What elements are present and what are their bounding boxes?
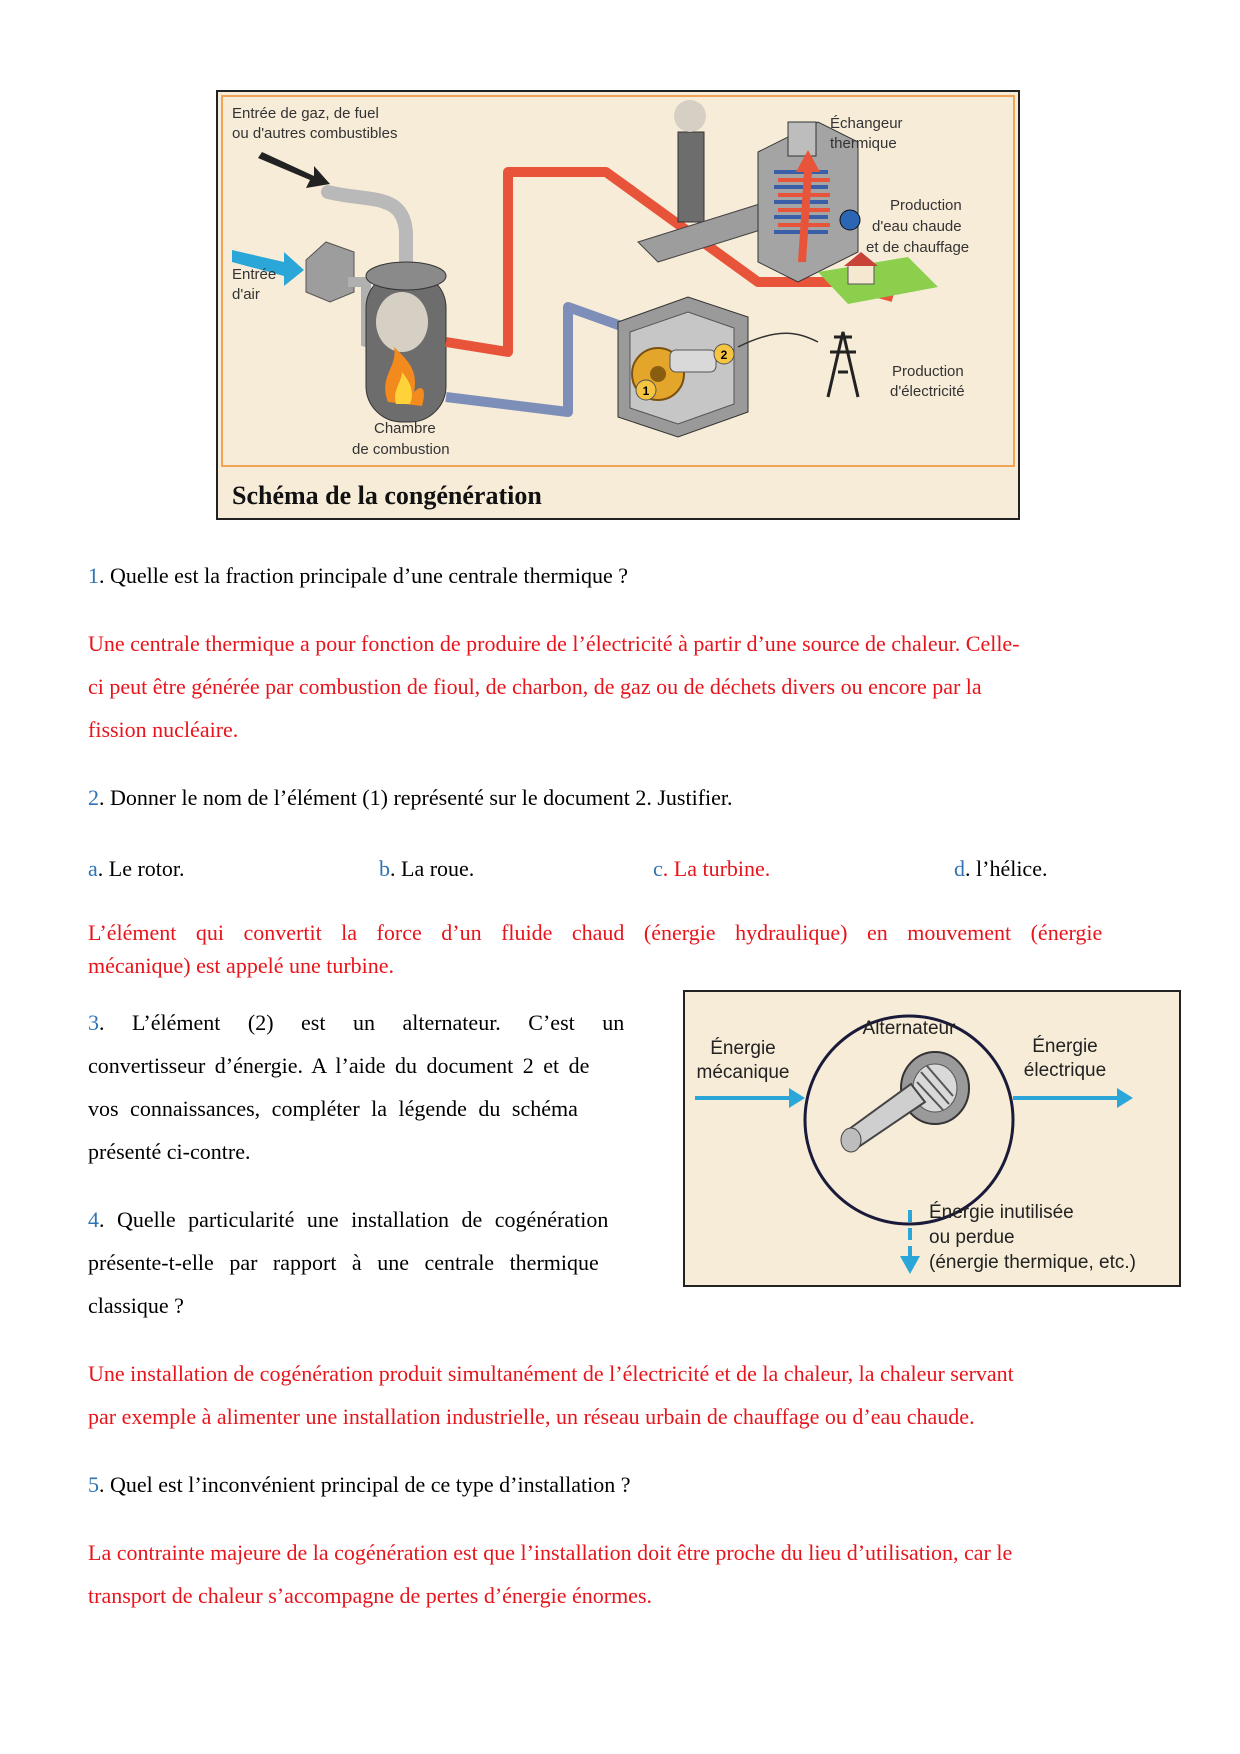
answer-4-line-2: par exemple à alimenter une installation industrielle, un réseau urbain de chauffage ou d’eau chaude.: [88, 1404, 975, 1429]
question-3-number: 3: [88, 1010, 99, 1035]
option-b: [379, 847, 474, 890]
question-5: [88, 1463, 1148, 1506]
pump-icon: [840, 210, 860, 230]
alternator-title: Alternateur: [862, 1018, 956, 1039]
option-d-letter: d: [954, 856, 965, 881]
label-exchanger-1: Échangeur: [830, 115, 903, 132]
input-label-2: mécanique: [696, 1062, 790, 1083]
question-4-number: 4: [88, 1207, 99, 1232]
answer-4-line-1: Une installation de cogénération produit simultanément de l’électricité et de la chaleur, la chaleur servant: [88, 1361, 1014, 1386]
air-intake-box: [306, 242, 354, 302]
option-a-letter: a: [88, 856, 98, 881]
question-4-line-2: présente-t-elle par rapport à une centrale thermique: [88, 1250, 599, 1275]
question-3-text-1: . L’élément (2) est un alternateur. C’est un: [99, 1010, 625, 1035]
lawn: [818, 257, 938, 304]
smoke: [376, 292, 428, 352]
exchanger-chimney: [788, 122, 816, 156]
label-fuel-inlet-1: Entrée de gaz, de fuel: [232, 105, 379, 122]
question-2-text: . Donner le nom de l’élément (1) représenté sur le document 2. Justifier.: [99, 785, 733, 810]
question-5-text: . Quel est l’inconvénient principal de ce type d’installation ?: [99, 1472, 631, 1497]
turbine-hub: [650, 366, 666, 382]
exhaust-pipe: [446, 307, 638, 412]
output-label-2: électrique: [1023, 1060, 1107, 1081]
question-5-number: 5: [88, 1472, 99, 1497]
marker-2: 2: [720, 348, 728, 362]
alternator-icon: [841, 1052, 969, 1152]
question-1: [88, 554, 1148, 597]
power-line: [738, 333, 818, 347]
cogeneration-diagram: [216, 90, 1020, 520]
label-hot-water-1: Production: [890, 197, 962, 214]
answer-1-line-1: Une centrale thermique a pour fonction de produire de l’électricité à partir d’une source de chaleur. Celle-: [88, 631, 1020, 656]
option-b-letter: b: [379, 856, 390, 881]
label-air-inlet-2: d'air: [232, 286, 260, 303]
chimney-smoke: [674, 100, 706, 132]
alternator-circle: [805, 1016, 1013, 1224]
option-d-text: . l’hélice.: [965, 856, 1048, 881]
question-4-line-3: classique ?: [88, 1293, 184, 1318]
question-4-text-1: . Quelle particularité une installation de cogénération: [99, 1207, 609, 1232]
loss-label-3: (énergie thermique, etc.): [929, 1252, 1136, 1273]
option-a: [88, 847, 185, 890]
answer-2-line-2: mécanique) est appelé une turbine.: [88, 953, 395, 978]
electrical-output-arrow: [1013, 1088, 1133, 1108]
question-1-number: 1: [88, 563, 99, 588]
question-2-number: 2: [88, 785, 99, 810]
label-fuel-inlet-2: ou d'autres combustibles: [232, 125, 398, 142]
option-c-text: . La turbine.: [662, 856, 771, 881]
output-label-1: Énergie: [1032, 1036, 1098, 1057]
question-3-line-2: convertisseur d’énergie. A l’aide du document 2 et de: [88, 1053, 590, 1078]
loss-label-1: Énergie inutilisée: [929, 1202, 1074, 1223]
chimney: [678, 132, 704, 222]
option-b-text: . La roue.: [390, 856, 475, 881]
answer-5-line-1: La contrainte majeure de la cogénération est que l’installation doit être proche du lieu d’utilisation, car le: [88, 1540, 1013, 1565]
option-c: [653, 847, 770, 890]
marker-1: 1: [642, 384, 650, 398]
loss-arrow: [900, 1210, 920, 1274]
label-chamber-1: Chambre: [374, 420, 436, 437]
label-electricity-1: Production: [892, 363, 964, 380]
alternator-shaft: [670, 350, 716, 372]
alternator-diagram-svg: [685, 992, 1179, 1285]
answer-1-line-3: fission nucléaire.: [88, 717, 239, 742]
answer-2-line-1: L’élément qui convertit la force d’un fluide chaud (énergie hydraulique) en mouvement (énergie: [88, 920, 1103, 945]
label-electricity-2: d'électricité: [890, 383, 965, 400]
label-exchanger-2: thermique: [830, 135, 897, 152]
house-icon: [848, 264, 874, 284]
fuel-arrow: [258, 152, 330, 188]
option-c-letter: c: [653, 856, 663, 881]
question-1-text: . Quelle est la fraction principale d’une centrale thermique ?: [99, 563, 628, 588]
loss-label-2: ou perdue: [929, 1227, 1015, 1248]
label-chamber-2: de combustion: [352, 441, 450, 458]
question-4-line-1: [88, 1198, 660, 1241]
alternator-diagram: [683, 990, 1181, 1287]
label-air-inlet-1: Entrée: [232, 266, 277, 283]
mechanical-input-arrow: [695, 1088, 805, 1108]
diagram-caption: Schéma de la congénération: [232, 481, 542, 510]
label-hot-water-3: et de chauffage: [866, 239, 970, 256]
answer-5-line-2: transport de chaleur s’accompagne de pertes d’énergie énormes.: [88, 1583, 653, 1608]
question-2: [88, 776, 1148, 819]
answer-1-line-2: ci peut être générée par combustion de fioul, de charbon, de gaz ou de déchets divers ou encore par la: [88, 674, 982, 699]
cogeneration-diagram-svg: [218, 92, 1018, 518]
chamber-top: [366, 262, 446, 290]
question-3-line-4: présenté ci-contre.: [88, 1139, 251, 1164]
option-a-text: . Le rotor.: [97, 856, 185, 881]
question-3-line-3: vos connaissances, compléter la légende du schéma: [88, 1096, 578, 1121]
option-d: [954, 847, 1047, 890]
label-hot-water-2: d'eau chaude: [872, 218, 962, 235]
question-3-line-1: [88, 1001, 660, 1044]
input-label-1: Énergie: [710, 1038, 776, 1059]
pylon-icon: [828, 332, 858, 397]
